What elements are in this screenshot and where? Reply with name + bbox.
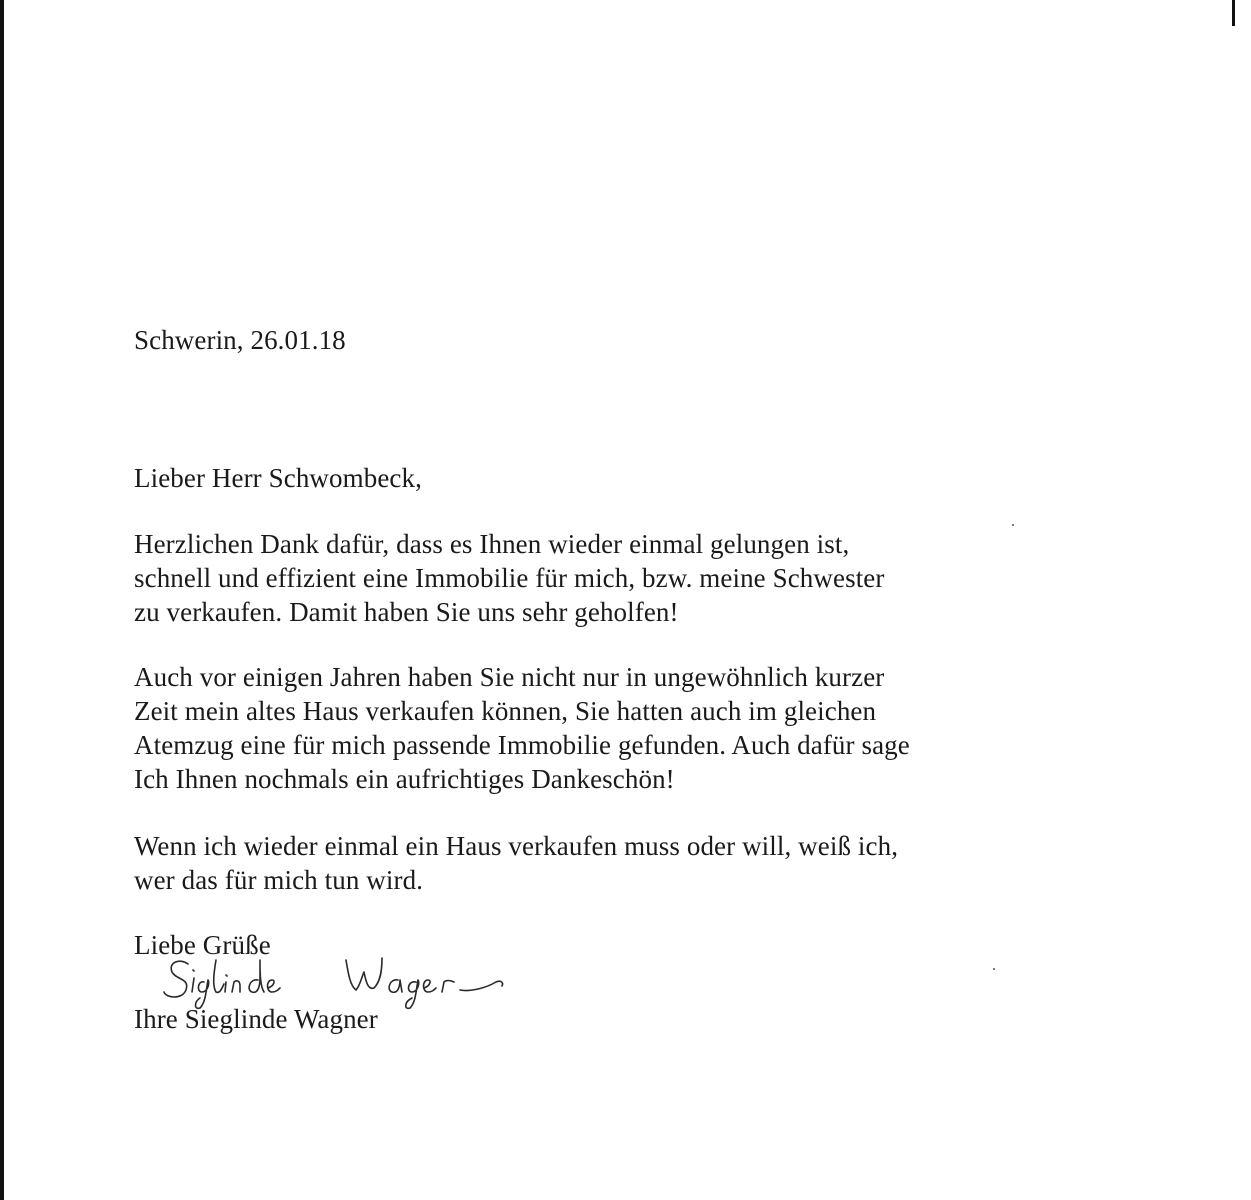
paragraph-line: Ich Ihnen nochmals ein aufrichtiges Dankeschön! <box>134 764 675 794</box>
salutation: Lieber Herr Schwombeck, <box>134 463 422 493</box>
paragraph-line: wer das für mich tun wird. <box>134 865 424 895</box>
scan-edge-left <box>0 0 4 1200</box>
paragraph-history <box>134 660 910 796</box>
paragraph-line: Auch vor einigen Jahren haben Sie nicht nur in ungewöhnlich kurzer <box>134 662 885 692</box>
paragraph-line: schnell und effizient eine Immobilie für mich, bzw. meine Schwester <box>134 563 885 593</box>
paragraph-line: Atemzug eine für mich passende Immobilie gefunden. Auch dafür sage <box>134 730 910 760</box>
scan-edge-right <box>1232 0 1235 26</box>
sender-name: Ihre Sieglinde Wagner <box>134 1004 378 1034</box>
paragraph-line: Wenn ich wieder einmal ein Haus verkaufen muss oder will, weiß ich, <box>134 831 899 861</box>
closing: Liebe Grüße <box>134 930 271 960</box>
paragraph-line: zu verkaufen. Damit haben Sie uns sehr geholfen! <box>134 597 679 627</box>
date-line: Schwerin, 26.01.18 <box>134 325 346 355</box>
paragraph-line: Zeit mein altes Haus verkaufen können, Sie hatten auch im gleichen <box>134 696 877 726</box>
paragraph-line: Herzlichen Dank dafür, dass es Ihnen wieder einmal gelungen ist, <box>134 529 850 559</box>
paragraph-thanks <box>134 527 884 629</box>
scan-speck <box>1012 524 1014 526</box>
scan-speck <box>993 968 995 970</box>
paragraph-future <box>134 829 898 897</box>
